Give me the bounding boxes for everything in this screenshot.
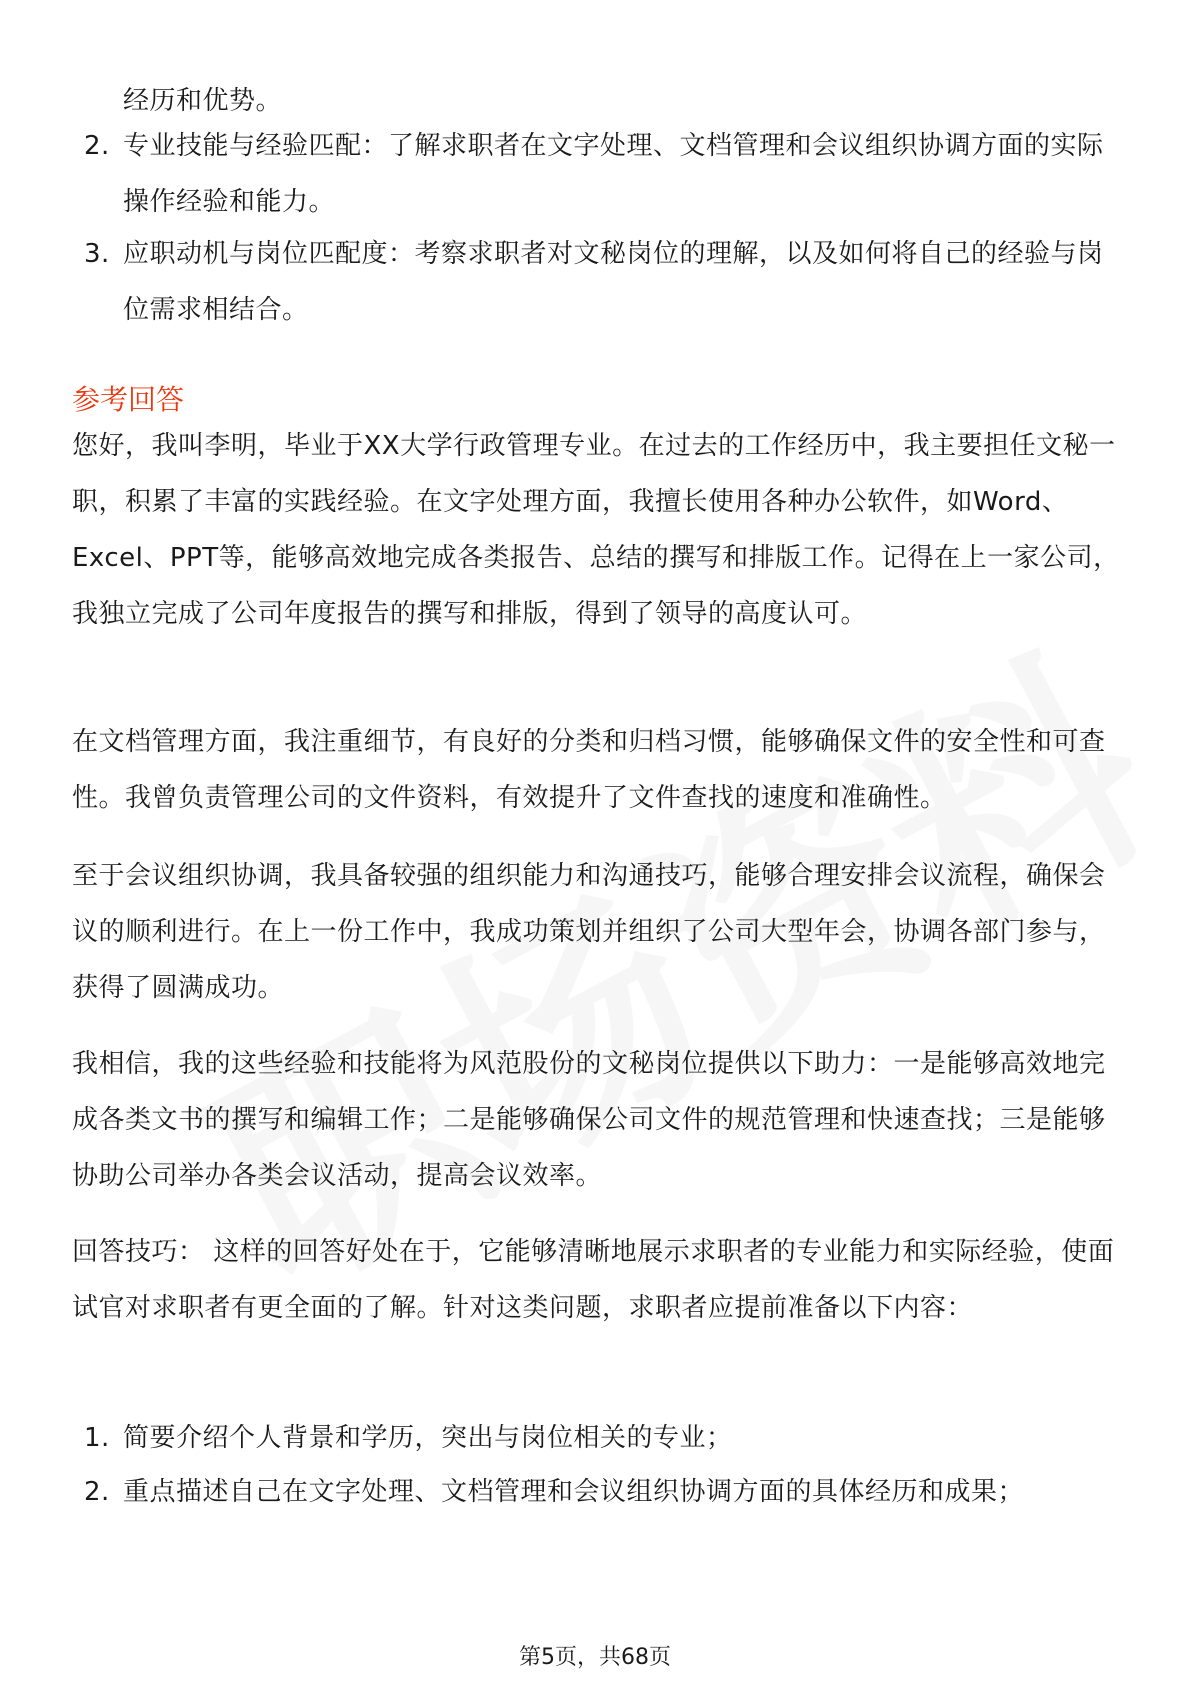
section-heading: 参考回答 [72,383,185,416]
list-item-number: 2. [84,131,110,161]
list-item-text: 专业技能与经验匹配：了解求职者在文字处理、文档管理和会议组织协调方面的实际操作经验和能力。 [123,131,1104,217]
paragraph: 在文档管理方面，我注重细节，有良好的分类和归档习惯，能够确保文件的安全性和可查性。我曾负责管理公司的文件资料，有效提升了文件查找的速度和准确性。 [72,727,1106,813]
paragraph: 至于会议组织协调，我具备较强的组织能力和沟通技巧，能够合理安排会议流程，确保会议的顺利进行。在上一份工作中，我成功策划并组织了公司大型年会，协调各部门参与，获得了圆满成功。 [72,861,1106,1003]
list-item-number: 2. [84,1477,110,1507]
list-item-number: 1. [84,1423,110,1453]
list-item-number: 3. [84,239,110,269]
list-item-text: 简要介绍个人背景和学历，突出与岗位相关的专业； [123,1423,733,1453]
tips-paragraph: 回答技巧： 这样的回答好处在于，它能够清晰地展示求职者的专业能力和实际经验，使面试官对求职者有更全面的了解。针对这类问题，求职者应提前准备以下内容： [72,1237,1115,1323]
list-item-text: 重点描述自己在文字处理、文档管理和会议组织协调方面的具体经历和成果； [123,1477,1025,1507]
list-item-text: 应职动机与岗位匹配度：考察求职者对文秘岗位的理解，以及如何将自己的经验与岗位需求相结合。 [123,239,1104,325]
paragraph: 我相信，我的这些经验和技能将为风范股份的文秘岗位提供以下助力：一是能够高效地完成各类文书的撰写和编辑工作；二是能够确保公司文件的规范管理和快速查找；三是能够协助公司举办各类会议活动，提高会议效率。 [72,1049,1106,1191]
list-item-continuation: 经历和优势。 [123,86,283,116]
page-footer: 第5页，共68页 [519,1645,671,1670]
paragraph: 您好，我叫李明，毕业于XX大学行政管理专业。在过去的工作经历中，我主要担任文秘一职，积累了丰富的实践经验。在文字处理方面，我擅长使用各种办公软件，如Word、Excel、PPT等，能够高效地完成各类报告、总结的撰写和排版工作。记得在上一家公司，我独立完成了公司年度报告的撰写和排版，得到了领导的高度认可。 [72,431,1120,629]
